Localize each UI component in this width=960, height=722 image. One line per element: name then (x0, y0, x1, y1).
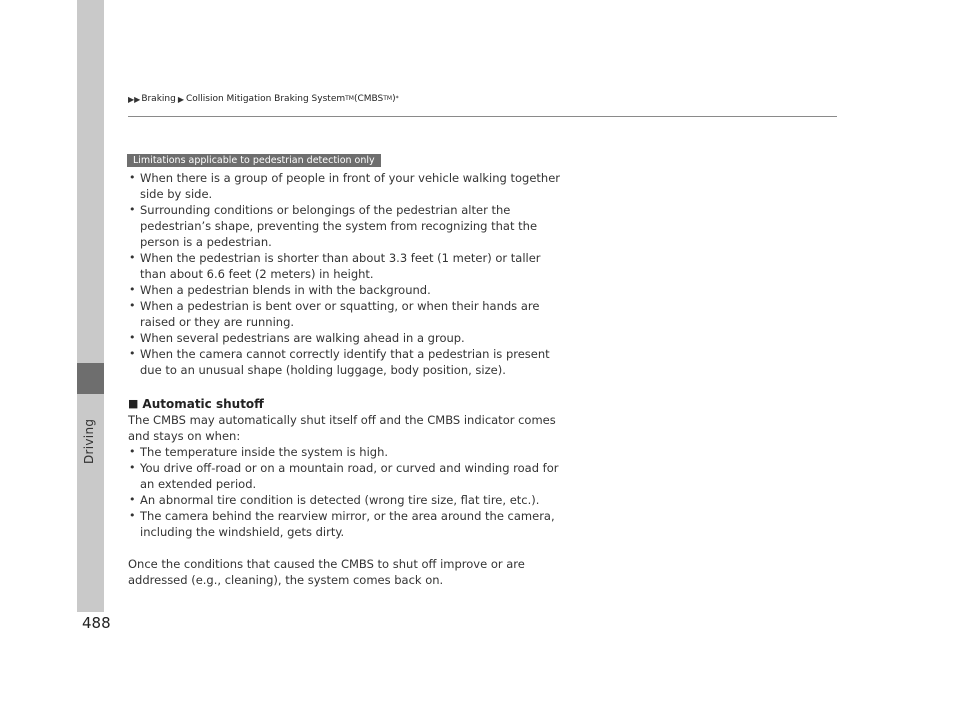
chapter-side-tab (77, 0, 104, 612)
list-item: • The camera behind the rearview mirror, or the area around the camera, including the windshield, gets dirty. (128, 508, 568, 540)
limitations-list (128, 170, 568, 378)
section-heading-text: Automatic shutoff (142, 397, 264, 411)
shutoff-intro: The CMBS may automatically shut itself off and the CMBS indicator comes and stays on when: (128, 413, 556, 443)
breadcrumb: ▶▶ Braking ▶ Collision Mitigation Braking System TM (CMBS TM ) * (128, 94, 399, 104)
chapter-label: Driving (82, 418, 96, 464)
header-rule (128, 116, 837, 117)
list-item: • Surrounding conditions or belongings of the pedestrian alter the pedestrian’s shape, preventing the system from recognizing that the person is a pedestrian. (128, 202, 568, 250)
breadcrumb-arrow-icon: ▶▶ (128, 94, 141, 104)
list-item: • The temperature inside the system is high. (128, 444, 568, 460)
section-heading (128, 396, 568, 412)
breadcrumb-abbrev: (CMBS (353, 94, 384, 104)
breadcrumb-separator-icon: ▶ (177, 94, 184, 104)
chapter-tab-marker (77, 363, 104, 394)
square-bullet-icon: ■ (128, 397, 139, 410)
list-item: • An abnormal tire condition is detected (wrong tire size, flat tire, etc.). (128, 492, 568, 508)
page-number: 488 (82, 614, 111, 632)
list-item: • You drive off-road or on a mountain road, or curved and winding road for an extended period. (128, 460, 568, 492)
shutoff-closing: Once the conditions that caused the CMBS to shut off improve or are addressed (e.g., cleaning), the system comes back on. (128, 557, 525, 587)
paragraph-spacer (128, 540, 568, 556)
shutoff-list (128, 444, 568, 540)
list-item: • When the camera cannot correctly identify that a pedestrian is present due to an unusual shape (holding luggage, body position, size). (128, 346, 568, 378)
breadcrumb-paren-close: ) (392, 94, 396, 104)
list-item: • When a pedestrian is bent over or squatting, or when their hands are raised or they are running. (128, 298, 568, 330)
breadcrumb-section[interactable]: Braking (141, 94, 176, 104)
list-item: • When the pedestrian is shorter than about 3.3 feet (1 meter) or taller than about 6.6 feet (2 meters) in height. (128, 250, 568, 282)
limitations-tag: Limitations applicable to pedestrian detection only (127, 154, 381, 167)
breadcrumb-topic[interactable]: Collision Mitigation Braking System (186, 94, 346, 104)
main-content (128, 170, 568, 588)
list-item: • When a pedestrian blends in with the background. (128, 282, 568, 298)
list-item: • When several pedestrians are walking ahead in a group. (128, 330, 568, 346)
list-item: • When there is a group of people in front of your vehicle walking together side by side. (128, 170, 568, 202)
